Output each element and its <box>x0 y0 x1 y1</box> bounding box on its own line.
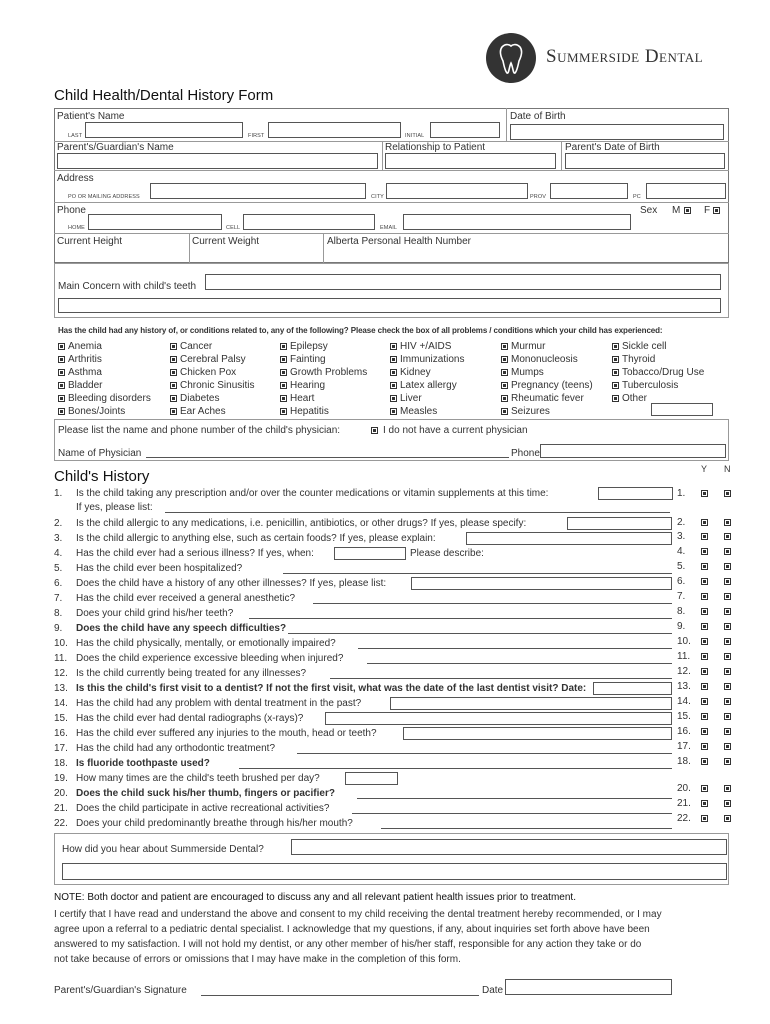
condition-label: Tobacco/Drug Use <box>622 367 705 378</box>
condition-checkbox[interactable] <box>280 356 287 363</box>
physician-prompt: Please list the name and phone number of the child's physician: <box>58 425 341 436</box>
home-phone-input[interactable] <box>88 214 222 230</box>
no-checkbox[interactable] <box>724 743 731 750</box>
conditions-intro: Has the child had any history of, or conditions related to, any of the following? Please check the box of all problems / conditions which your child has experienced: <box>58 326 663 335</box>
divider <box>54 170 729 171</box>
date-label: Date <box>482 985 504 996</box>
relationship-label: Relationship to Patient <box>385 142 486 153</box>
initial-label: INITIAL <box>405 133 425 139</box>
question-number: 5. <box>54 563 63 574</box>
question-text: Does your child predominantly breathe through his/her mouth? <box>76 818 353 829</box>
signature-line[interactable] <box>201 995 479 996</box>
question-text: Has the child had any orthodontic treatment? <box>76 743 276 754</box>
question-number: 7. <box>54 593 63 604</box>
question-answer-field[interactable] <box>352 813 672 814</box>
question-number: 16. <box>54 728 68 739</box>
question-number: 1. <box>54 488 63 499</box>
concern-input-2[interactable] <box>58 298 721 313</box>
question-number: 14. <box>54 698 68 709</box>
condition-checkbox[interactable] <box>58 343 65 350</box>
no-checkbox[interactable] <box>724 815 731 822</box>
pc-input[interactable] <box>646 183 726 199</box>
answer-number: 2. <box>677 517 686 528</box>
tooth-icon <box>486 33 536 83</box>
answer-number: 13. <box>677 681 691 692</box>
physician-name-label: Name of Physician <box>58 448 142 459</box>
condition-label: Fainting <box>290 354 326 365</box>
condition-checkbox[interactable] <box>280 369 287 376</box>
sex-m-label: M <box>672 205 681 216</box>
phone-label: Phone <box>57 205 86 216</box>
question-number: 18. <box>54 758 68 769</box>
hear-about-input-2[interactable] <box>62 863 727 880</box>
sex-label: Sex <box>640 205 658 216</box>
parent-dob-input[interactable] <box>565 153 725 169</box>
question-text: Has the child ever had a serious illness? If yes, when: <box>76 548 314 559</box>
answer-number: 15. <box>677 711 691 722</box>
yes-checkbox[interactable] <box>701 638 708 645</box>
condition-checkbox[interactable] <box>280 343 287 350</box>
condition-label: Heart <box>290 393 315 404</box>
condition-checkbox[interactable] <box>612 356 619 363</box>
question-text: Is this the child's first visit to a dentist? If not the first visit, what was the date of the last dentist visit? Date: <box>76 683 587 694</box>
question-number: 15. <box>54 713 68 724</box>
question-answer-field[interactable] <box>358 648 672 649</box>
dob-input[interactable] <box>510 124 724 140</box>
question-answer-field[interactable] <box>239 768 672 769</box>
yes-checkbox[interactable] <box>701 815 708 822</box>
question-number: 11. <box>54 653 68 664</box>
condition-checkbox[interactable] <box>280 408 287 415</box>
condition-checkbox[interactable] <box>280 382 287 389</box>
no-checkbox[interactable] <box>724 548 731 555</box>
divider <box>54 233 729 234</box>
condition-label: Anemia <box>68 341 102 352</box>
question-number: 3. <box>54 533 63 544</box>
divider <box>561 141 562 170</box>
yes-checkbox[interactable] <box>701 728 708 735</box>
question-text: Does the child participate in active recreational activities? <box>76 803 330 814</box>
prov-label: PROV <box>530 194 546 200</box>
concern-input-1[interactable] <box>205 274 721 290</box>
question-text: Has the child ever received a general anesthetic? <box>76 593 296 604</box>
question-answer-field[interactable] <box>357 798 672 799</box>
answer-number: 7. <box>677 591 686 602</box>
guardian-label: Parent's/Guardian's Name <box>57 142 174 153</box>
condition-label: Bones/Joints <box>68 406 126 417</box>
condition-label: Growth Problems <box>290 367 368 378</box>
condition-checkbox[interactable] <box>58 382 65 389</box>
question-text: Does the child experience excessive bleeding when injured? <box>76 653 344 664</box>
question-text: Is the child currently being treated for any illnesses? <box>76 668 307 679</box>
yes-header: Y <box>701 464 708 474</box>
last-name-input[interactable] <box>85 122 243 138</box>
question-text: Is the child taking any prescription and/or over the counter medications or vitamin supplements at this time: <box>76 488 549 499</box>
condition-checkbox[interactable] <box>58 408 65 415</box>
relationship-input[interactable] <box>385 153 556 169</box>
ahn-label: Alberta Personal Health Number <box>327 236 471 247</box>
condition-checkbox[interactable] <box>501 356 508 363</box>
condition-checkbox[interactable] <box>170 382 177 389</box>
question-text: Does the child have any speech difficulties? <box>76 623 287 634</box>
condition-label: Hepatitis <box>290 406 329 417</box>
answer-number: 3. <box>677 531 686 542</box>
condition-label: HIV +/AIDS <box>400 341 452 352</box>
question-answer-field[interactable] <box>283 573 672 574</box>
no-physician-checkbox[interactable] <box>371 427 378 434</box>
question-answer-field[interactable] <box>390 697 672 710</box>
physician-phone-input[interactable] <box>540 444 726 458</box>
question-number: 2. <box>54 518 63 529</box>
question-answer-field[interactable] <box>313 603 672 604</box>
question-text: Has the child ever suffered any injuries to the mouth, head or teeth? <box>76 728 377 739</box>
consent-line-3: answered to my satisfaction. I will not hold my dentist, or any other member of his/her staff, responsible for any action they take or do <box>54 939 642 950</box>
yes-checkbox[interactable] <box>701 698 708 705</box>
prov-input[interactable] <box>550 183 628 199</box>
question-text: Does your child grind his/her teeth? <box>76 608 234 619</box>
yes-checkbox[interactable] <box>701 593 708 600</box>
no-checkbox[interactable] <box>724 698 731 705</box>
question-text: Is the child allergic to any medications, i.e. penicillin, antibiotics, or other drugs? If yes, please specify: <box>76 518 527 529</box>
form-title: Child Health/Dental History Form <box>54 87 274 104</box>
if-yes-label: If yes, please list: <box>76 502 153 513</box>
condition-label: Hearing <box>290 380 326 391</box>
dob-label: Date of Birth <box>510 111 566 122</box>
sex-f-checkbox[interactable] <box>713 207 720 214</box>
condition-checkbox[interactable] <box>501 395 508 402</box>
answer-number: 10. <box>677 636 691 647</box>
question-text: Has the child had any problem with dental treatment in the past? <box>76 698 362 709</box>
answer-number: 5. <box>677 561 686 572</box>
condition-checkbox[interactable] <box>501 382 508 389</box>
condition-checkbox[interactable] <box>390 408 397 415</box>
question-text: Is fluoride toothpaste used? <box>76 758 210 769</box>
no-checkbox[interactable] <box>724 668 731 675</box>
no-checkbox[interactable] <box>724 608 731 615</box>
initial-input[interactable] <box>430 122 500 138</box>
hear-about-label: How did you hear about Summerside Dental? <box>62 844 264 855</box>
height-label: Current Height <box>57 236 123 247</box>
question-answer-field[interactable] <box>411 577 672 590</box>
yes-checkbox[interactable] <box>701 563 708 570</box>
question-answer-field[interactable] <box>288 633 672 634</box>
question-answer-field[interactable] <box>598 487 673 500</box>
answer-number: 9. <box>677 621 686 632</box>
no-checkbox[interactable] <box>724 653 731 660</box>
question-answer-field[interactable] <box>330 678 672 679</box>
condition-checkbox[interactable] <box>280 395 287 402</box>
answer-number: 21. <box>677 798 691 809</box>
condition-label: Tuberculosis <box>622 380 679 391</box>
email-label: EMAIL <box>380 225 398 231</box>
question-number: 10. <box>54 638 68 649</box>
answer-number: 11. <box>677 651 691 662</box>
divider <box>189 233 190 263</box>
question-answer-field[interactable] <box>249 618 672 619</box>
yes-checkbox[interactable] <box>701 653 708 660</box>
condition-label: Kidney <box>400 367 431 378</box>
parent-dob-label: Parent's Date of Birth <box>565 142 660 153</box>
condition-label: Thyroid <box>622 354 656 365</box>
no-checkbox[interactable] <box>724 533 731 540</box>
po-label: PO OR MAILING ADDRESS <box>68 194 140 200</box>
answer-number: 8. <box>677 606 686 617</box>
logo <box>486 33 536 83</box>
condition-checkbox[interactable] <box>58 395 65 402</box>
address-input[interactable] <box>150 183 366 199</box>
condition-checkbox[interactable] <box>612 382 619 389</box>
divider <box>506 108 507 141</box>
date-input[interactable] <box>505 979 672 995</box>
q4-describe-label: Please describe: <box>410 548 484 559</box>
yes-checkbox[interactable] <box>701 758 708 765</box>
yes-checkbox[interactable] <box>701 743 708 750</box>
first-label: FIRST <box>248 133 265 139</box>
no-checkbox[interactable] <box>724 563 731 570</box>
email-input[interactable] <box>403 214 631 230</box>
note-text: NOTE: Both doctor and patient are encouraged to discuss any and all relevant patient health issues prior to treatment. <box>54 892 576 903</box>
answer-number: 6. <box>677 576 686 587</box>
condition-label: Chronic Sinusitis <box>180 380 255 391</box>
question-text: How many times are the child's teeth brushed per day? <box>76 773 320 784</box>
condition-label: Sickle cell <box>622 341 667 352</box>
question-text: Does the child suck his/her thumb, fingers or pacifier? <box>76 788 335 799</box>
physician-phone-label: Phone <box>511 448 540 459</box>
no-checkbox[interactable] <box>724 713 731 720</box>
yes-checkbox[interactable] <box>701 785 708 792</box>
no-checkbox[interactable] <box>724 519 731 526</box>
no-checkbox[interactable] <box>724 728 731 735</box>
condition-checkbox[interactable] <box>501 369 508 376</box>
first-name-input[interactable] <box>268 122 401 138</box>
question-number: 8. <box>54 608 63 619</box>
condition-checkbox[interactable] <box>390 395 397 402</box>
weight-label: Current Weight <box>192 236 260 247</box>
no-checkbox[interactable] <box>724 490 731 497</box>
guardian-input[interactable] <box>57 153 378 169</box>
no-checkbox[interactable] <box>724 578 731 585</box>
condition-label: Cerebral Palsy <box>180 354 246 365</box>
no-checkbox[interactable] <box>724 683 731 690</box>
home-label: HOME <box>68 225 85 231</box>
no-checkbox[interactable] <box>724 785 731 792</box>
question-number: 6. <box>54 578 63 589</box>
question-answer-field[interactable] <box>345 772 398 785</box>
condition-label: Epilepsy <box>290 341 328 352</box>
condition-label: Liver <box>400 393 422 404</box>
condition-label: Cancer <box>180 341 213 352</box>
condition-checkbox[interactable] <box>170 356 177 363</box>
yes-checkbox[interactable] <box>701 519 708 526</box>
answer-number: 14. <box>677 696 691 707</box>
question-answer-field[interactable] <box>403 727 672 740</box>
yes-checkbox[interactable] <box>701 578 708 585</box>
answer-number: 18. <box>677 756 691 767</box>
hear-about-input-1[interactable] <box>291 839 727 855</box>
question-text: Has the child physically, mentally, or emotionally impaired? <box>76 638 336 649</box>
question-number: 9. <box>54 623 63 634</box>
condition-label: Other <box>622 393 648 404</box>
yes-checkbox[interactable] <box>701 608 708 615</box>
condition-checkbox[interactable] <box>612 369 619 376</box>
no-checkbox[interactable] <box>724 638 731 645</box>
question-answer-field[interactable] <box>466 532 672 545</box>
question-number: 4. <box>54 548 63 559</box>
question-text: Has the child ever had dental radiographs (x-rays)? <box>76 713 304 724</box>
condition-label: Bleeding disorders <box>68 393 151 404</box>
condition-checkbox[interactable] <box>390 356 397 363</box>
history-title: Child's History <box>54 468 150 485</box>
condition-label: Diabetes <box>180 393 220 404</box>
consent-line-2: agree upon a referral to a pediatric dental specialist. I acknowledge that my questions, if any, about inquiries set forth above have been <box>54 924 650 935</box>
question-answer-field[interactable] <box>367 663 672 664</box>
question-answer-field[interactable] <box>334 547 406 560</box>
condition-label: Rheumatic fever <box>511 393 584 404</box>
condition-checkbox[interactable] <box>390 369 397 376</box>
no-checkbox[interactable] <box>724 758 731 765</box>
no-checkbox[interactable] <box>724 623 731 630</box>
question-number: 22. <box>54 818 68 829</box>
condition-checkbox[interactable] <box>612 343 619 350</box>
condition-checkbox[interactable] <box>170 369 177 376</box>
last-label: LAST <box>68 133 83 139</box>
no-checkbox[interactable] <box>724 800 731 807</box>
question-text: Has the child ever been hospitalized? <box>76 563 243 574</box>
condition-label: Asthma <box>68 367 102 378</box>
question-number: 20. <box>54 788 68 799</box>
condition-label: Arthritis <box>68 354 102 365</box>
condition-label: Measles <box>400 406 438 417</box>
question-answer-field[interactable] <box>567 517 672 530</box>
question-answer-field[interactable] <box>381 828 672 829</box>
divider <box>382 141 383 170</box>
condition-label: Immunizations <box>400 354 465 365</box>
condition-checkbox[interactable] <box>170 408 177 415</box>
condition-checkbox[interactable] <box>501 343 508 350</box>
divider <box>323 233 324 263</box>
condition-checkbox[interactable] <box>170 395 177 402</box>
answer-number: 16. <box>677 726 691 737</box>
question-number: 12. <box>54 668 68 679</box>
address-label: Address <box>57 173 94 184</box>
condition-checkbox[interactable] <box>58 356 65 363</box>
condition-label: Pregnancy (teens) <box>511 380 593 391</box>
brand-name: Summerside Dental <box>546 46 704 67</box>
answer-number: 4. <box>677 546 686 557</box>
question-answer-field[interactable] <box>593 682 672 695</box>
answer-number: 17. <box>677 741 691 752</box>
condition-label: Bladder <box>68 380 103 391</box>
question-number: 17. <box>54 743 68 754</box>
pc-label: PC <box>633 194 641 200</box>
condition-checkbox[interactable] <box>390 382 397 389</box>
sex-f-label: F <box>704 205 711 216</box>
condition-checkbox[interactable] <box>501 408 508 415</box>
condition-label: Latex allergy <box>400 380 457 391</box>
patient-name-label: Patient's Name <box>57 111 125 122</box>
condition-label: Mumps <box>511 367 544 378</box>
condition-label: Ear Aches <box>180 406 226 417</box>
condition-label: Mononucleosis <box>511 354 578 365</box>
condition-checkbox[interactable] <box>170 343 177 350</box>
no-physician-label: I do not have a current physician <box>383 425 528 436</box>
cell-phone-input[interactable] <box>243 214 375 230</box>
sex-m-checkbox[interactable] <box>684 207 691 214</box>
condition-checkbox[interactable] <box>612 395 619 402</box>
other-condition-input[interactable] <box>651 403 713 416</box>
condition-label: Chicken Pox <box>180 367 237 378</box>
answer-number: 1. <box>677 488 686 499</box>
q1-line-2[interactable] <box>165 512 670 513</box>
divider <box>54 202 729 203</box>
answer-number: 22. <box>677 813 691 824</box>
consent-line-4: not take because of errors or omissions that I may have make in the completion of this form. <box>54 954 461 965</box>
condition-label: Seizures <box>511 406 550 417</box>
concern-label: Main Concern with child's teeth <box>58 281 197 292</box>
cell-label: CELL <box>226 225 241 231</box>
city-input[interactable] <box>386 183 528 199</box>
no-checkbox[interactable] <box>724 593 731 600</box>
yes-checkbox[interactable] <box>701 548 708 555</box>
question-text: Is the child allergic to anything else, such as certain foods? If yes, please explain: <box>76 533 436 544</box>
yes-checkbox[interactable] <box>701 683 708 690</box>
physician-name-line[interactable] <box>146 457 509 458</box>
yes-checkbox[interactable] <box>701 668 708 675</box>
question-number: 19. <box>54 773 68 784</box>
yes-checkbox[interactable] <box>701 623 708 630</box>
condition-checkbox[interactable] <box>390 343 397 350</box>
question-number: 21. <box>54 803 68 814</box>
yes-checkbox[interactable] <box>701 800 708 807</box>
condition-label: Murmur <box>511 341 546 352</box>
question-answer-field[interactable] <box>297 753 672 754</box>
yes-checkbox[interactable] <box>701 533 708 540</box>
condition-checkbox[interactable] <box>58 369 65 376</box>
question-answer-field[interactable] <box>325 712 672 725</box>
no-header: N <box>724 464 731 474</box>
consent-line-1: I certify that I have read and understand the above and consent to my child receiving the dental treatment hereby recommended, or I may <box>54 909 662 920</box>
answer-number: 20. <box>677 783 691 794</box>
yes-checkbox[interactable] <box>701 713 708 720</box>
signature-label: Parent's/Guardian's Signature <box>54 985 187 996</box>
question-number: 13. <box>54 683 68 694</box>
question-text: Does the child have a history of any other illnesses? If yes, please list: <box>76 578 387 589</box>
answer-number: 12. <box>677 666 691 677</box>
city-label: CITY <box>371 194 384 200</box>
yes-checkbox[interactable] <box>701 490 708 497</box>
